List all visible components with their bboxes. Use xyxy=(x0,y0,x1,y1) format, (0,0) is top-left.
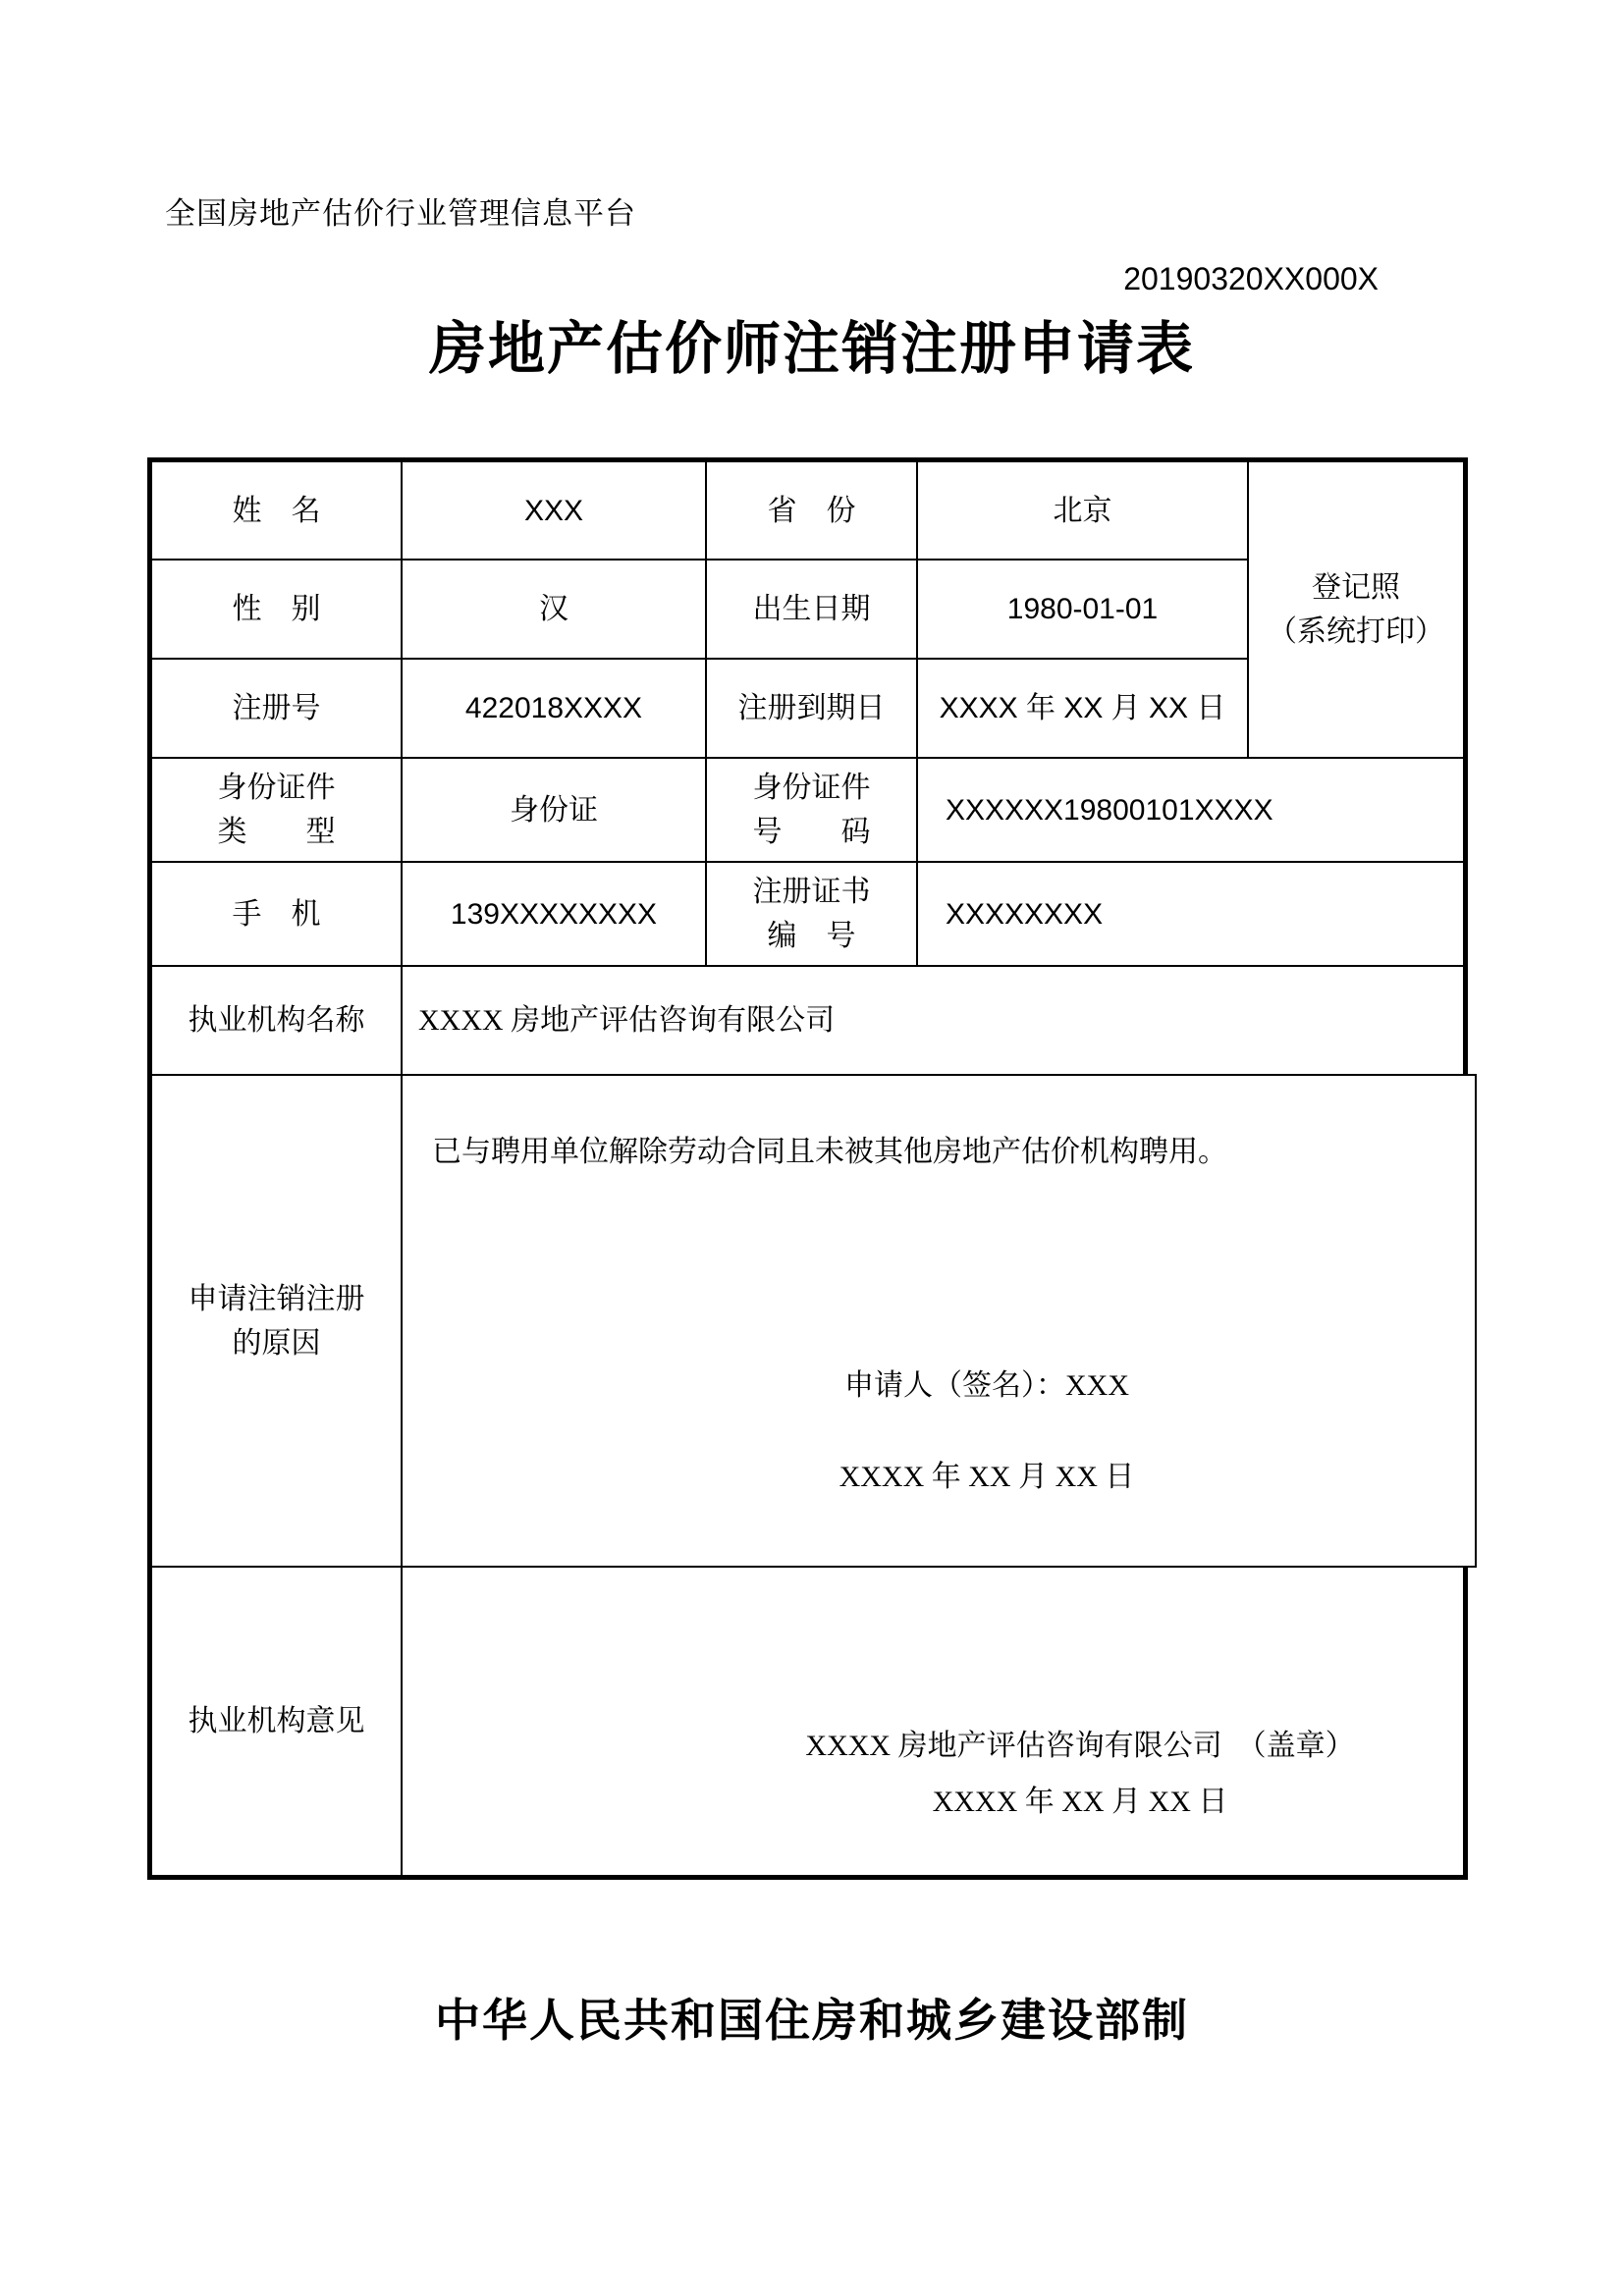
agency-name-value: XXXX 房地产评估咨询有限公司 xyxy=(418,1004,836,1037)
opinion-content-cell xyxy=(403,1568,1463,1875)
gender-value: 汉 xyxy=(539,593,568,625)
id-type-label-line2: 类 型 xyxy=(217,816,336,848)
applicant-date: XXXX 年 XX 月 XX 日 xyxy=(839,1461,1135,1493)
name-label: 姓 名 xyxy=(232,494,321,527)
gender-label-cell xyxy=(152,561,403,660)
opinion-company: XXXX 房地产评估咨询有限公司 （盖章） xyxy=(805,1730,1355,1762)
mobile-value: 139XXXXXXXX xyxy=(450,897,658,931)
id-type-value-cell xyxy=(403,759,707,863)
mobile-value-cell xyxy=(403,863,707,967)
registration-photo-cell xyxy=(1249,462,1463,759)
birth-value-cell xyxy=(918,561,1249,660)
reg-expiry-value-cell xyxy=(918,660,1249,759)
gender-value-cell xyxy=(403,561,707,660)
id-no-value-cell xyxy=(918,759,1463,863)
name-value: XXX xyxy=(523,494,584,527)
cert-no-label-cell xyxy=(707,863,918,967)
mobile-label-cell xyxy=(152,863,403,967)
cert-no-label-line1: 注册证书 xyxy=(752,876,871,908)
id-no-label-cell xyxy=(707,759,918,863)
form-title: 房地产估价师注销注册申请表 xyxy=(428,317,1195,381)
birth-value: 1980-01-01 xyxy=(1006,593,1159,625)
cert-no-label-line2: 编 号 xyxy=(767,920,856,952)
birth-label-cell xyxy=(707,561,918,660)
gender-label: 性 别 xyxy=(232,593,321,625)
mobile-label: 手 机 xyxy=(232,897,321,931)
id-no-label-line2: 号 码 xyxy=(752,816,871,848)
reg-no-label: 注册号 xyxy=(232,692,321,724)
spacer xyxy=(432,1174,1424,1363)
reason-content-cell xyxy=(403,1076,1463,1568)
photo-label-line1: 登记照 xyxy=(1312,571,1400,604)
id-type-label-line1: 身份证件 xyxy=(217,772,336,804)
opinion-label: 执业机构意见 xyxy=(188,1705,365,1737)
birth-label: 出生日期 xyxy=(752,593,871,625)
agency-stamp-block xyxy=(805,1724,1354,1824)
photo-label-line2: （系统打印） xyxy=(1268,615,1444,648)
form-number: 20190320XX000X xyxy=(1123,261,1379,296)
id-no-label-line1: 身份证件 xyxy=(752,772,871,804)
id-type-label-cell xyxy=(152,759,403,863)
province-label: 省 份 xyxy=(767,494,856,527)
reason-label-line1: 申请注销注册 xyxy=(188,1282,365,1315)
cert-no-value: XXXXXXXX xyxy=(946,897,1104,931)
cert-no-value-cell xyxy=(918,863,1463,967)
agency-name-label: 执业机构名称 xyxy=(188,1004,365,1037)
applicant-signature: 申请人（签名）：XXX xyxy=(843,1369,1129,1402)
applicant-signature-block xyxy=(839,1363,1135,1499)
province-value-cell xyxy=(918,462,1249,561)
opinion-label-cell xyxy=(152,1568,403,1875)
reg-no-label-cell xyxy=(152,660,403,759)
name-value-cell xyxy=(403,462,707,561)
id-type-value: 身份证 xyxy=(510,793,598,827)
application-table xyxy=(147,457,1468,1880)
province-value: 北京 xyxy=(1053,494,1112,527)
reg-no-value-cell xyxy=(403,660,707,759)
reg-expiry-label-cell xyxy=(707,660,918,759)
reg-no-value: 422018XXXX xyxy=(464,692,643,724)
reason-label-line2: 的原因 xyxy=(232,1326,321,1360)
reason-text: 已与聘用单位解除劳动合同且未被其他房地产估价机构聘用。 xyxy=(432,1136,1227,1168)
province-label-cell xyxy=(707,462,918,561)
reason-label-cell xyxy=(152,1076,403,1568)
issuer-footer: 中华人民共和国住房和城乡建设部制 xyxy=(435,1996,1189,2046)
opinion-date: XXXX 年 XX 月 XX 日 xyxy=(932,1786,1228,1818)
id-no-value: XXXXXX19800101XXXX xyxy=(946,793,1273,827)
name-label-cell xyxy=(152,462,403,561)
agency-name-label-cell xyxy=(152,967,403,1076)
platform-header: 全国房地产估价行业管理信息平台 xyxy=(165,196,636,231)
agency-name-value-cell xyxy=(403,967,1463,1076)
reg-expiry-label: 注册到期日 xyxy=(737,692,886,724)
reg-expiry-value: XXXX 年 XX 月 XX 日 xyxy=(939,692,1226,724)
